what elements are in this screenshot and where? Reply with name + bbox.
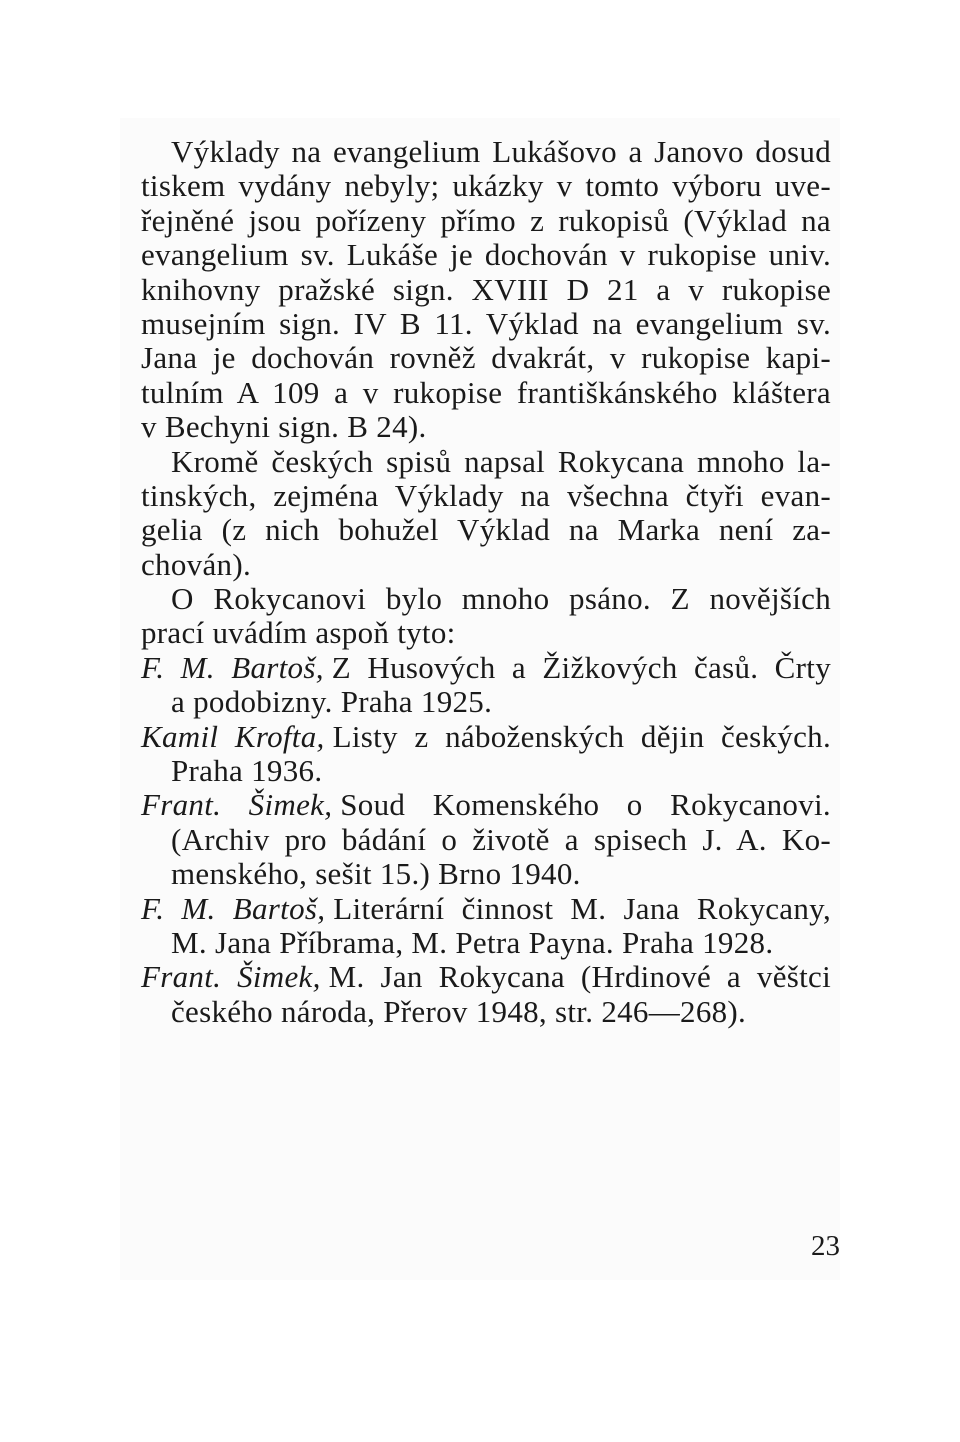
- text-line: O Rokycanovi bylo mnoho psáno. Z novějších: [171, 581, 831, 617]
- text-line: knihovny pražské sign. XVIII D 21 a v rukopise: [141, 271, 831, 307]
- reference-author: Kamil Krofta,: [141, 718, 325, 754]
- text-line: prací uvádím aspoň tyto:: [141, 615, 456, 651]
- reference-text: Z Husových a Žižkových časů. Črty: [331, 649, 831, 685]
- text-line: Jana je dochován rovněž dvakrát, v rukopise kapi-: [141, 340, 831, 376]
- reference-text: M. Jana Příbrama, M. Petra Payna. Praha 1928.: [171, 924, 774, 960]
- text-line: tinských, zejména Výklady na všechna čtyři evan-: [141, 477, 831, 513]
- page-number: 23: [811, 1230, 840, 1262]
- text-line: tiskem vydány nebyly; ukázky v tomto výboru uve-: [141, 168, 831, 204]
- reference-first-line: [141, 788, 831, 822]
- text-block: [141, 135, 831, 1029]
- reference-text: M. Jan Rokycana (Hrdinové a věštci: [328, 959, 832, 995]
- text-line: tulním A 109 a v rukopise františkánského kláštera: [141, 374, 831, 410]
- reference-author: Frant. Šimek,: [141, 959, 321, 995]
- text-line: chován).: [141, 546, 251, 582]
- reference-item: [141, 720, 831, 789]
- reference-text: a podobizny. Praha 1925.: [171, 684, 493, 720]
- reference-first-line: [141, 720, 831, 754]
- paragraph-latin-works: [141, 445, 831, 583]
- reference-text: menského, sešit 15.) Brno 1940.: [171, 856, 581, 892]
- text-line: musejním sign. IV B 11. Výklad na evangelium sv.: [141, 305, 831, 341]
- reference-text: Soud Komenského o Rokycanovi.: [340, 787, 831, 823]
- reference-text: Literární činnost M. Jana Rokycany,: [333, 890, 831, 926]
- reference-text: Listy z náboženských dějin českých.: [332, 718, 831, 754]
- reference-text: Praha 1936.: [171, 753, 323, 789]
- text-line: v Bechyni sign. B 24).: [141, 409, 427, 445]
- paragraph-manuscripts: [141, 135, 831, 445]
- text-line: Kromě českých spisů napsal Rokycana mnoho la-: [171, 443, 831, 479]
- reference-item: [141, 788, 831, 891]
- reference-item: [141, 651, 831, 720]
- reference-first-line: [141, 960, 831, 994]
- reference-text: (Archiv pro bádání o životě a spisech J. A. Ko-: [171, 821, 831, 857]
- reference-first-line: [141, 651, 831, 685]
- reference-list: [141, 651, 831, 1029]
- reference-author: F. M. Bartoš,: [141, 649, 324, 685]
- reference-author: F. M. Bartoš,: [141, 890, 326, 926]
- text-line: řejněné jsou pořízeny přímo z rukopisů (Výklad na: [141, 202, 831, 238]
- reference-text: českého národa, Přerov 1948, str. 246—268).: [171, 993, 747, 1029]
- reference-author: Frant. Šimek,: [141, 787, 333, 823]
- reference-first-line: [141, 892, 831, 926]
- reference-item: [141, 960, 831, 1029]
- text-line: gelia (z nich bohužel Výklad na Marka není za-: [141, 512, 831, 548]
- text-line: evangelium sv. Lukáše je dochován v rukopise univ.: [141, 237, 831, 273]
- reference-item: [141, 892, 831, 961]
- paragraph-literature-intro: [141, 582, 831, 651]
- text-line: Výklady na evangelium Lukášovo a Janovo dosud: [171, 134, 831, 169]
